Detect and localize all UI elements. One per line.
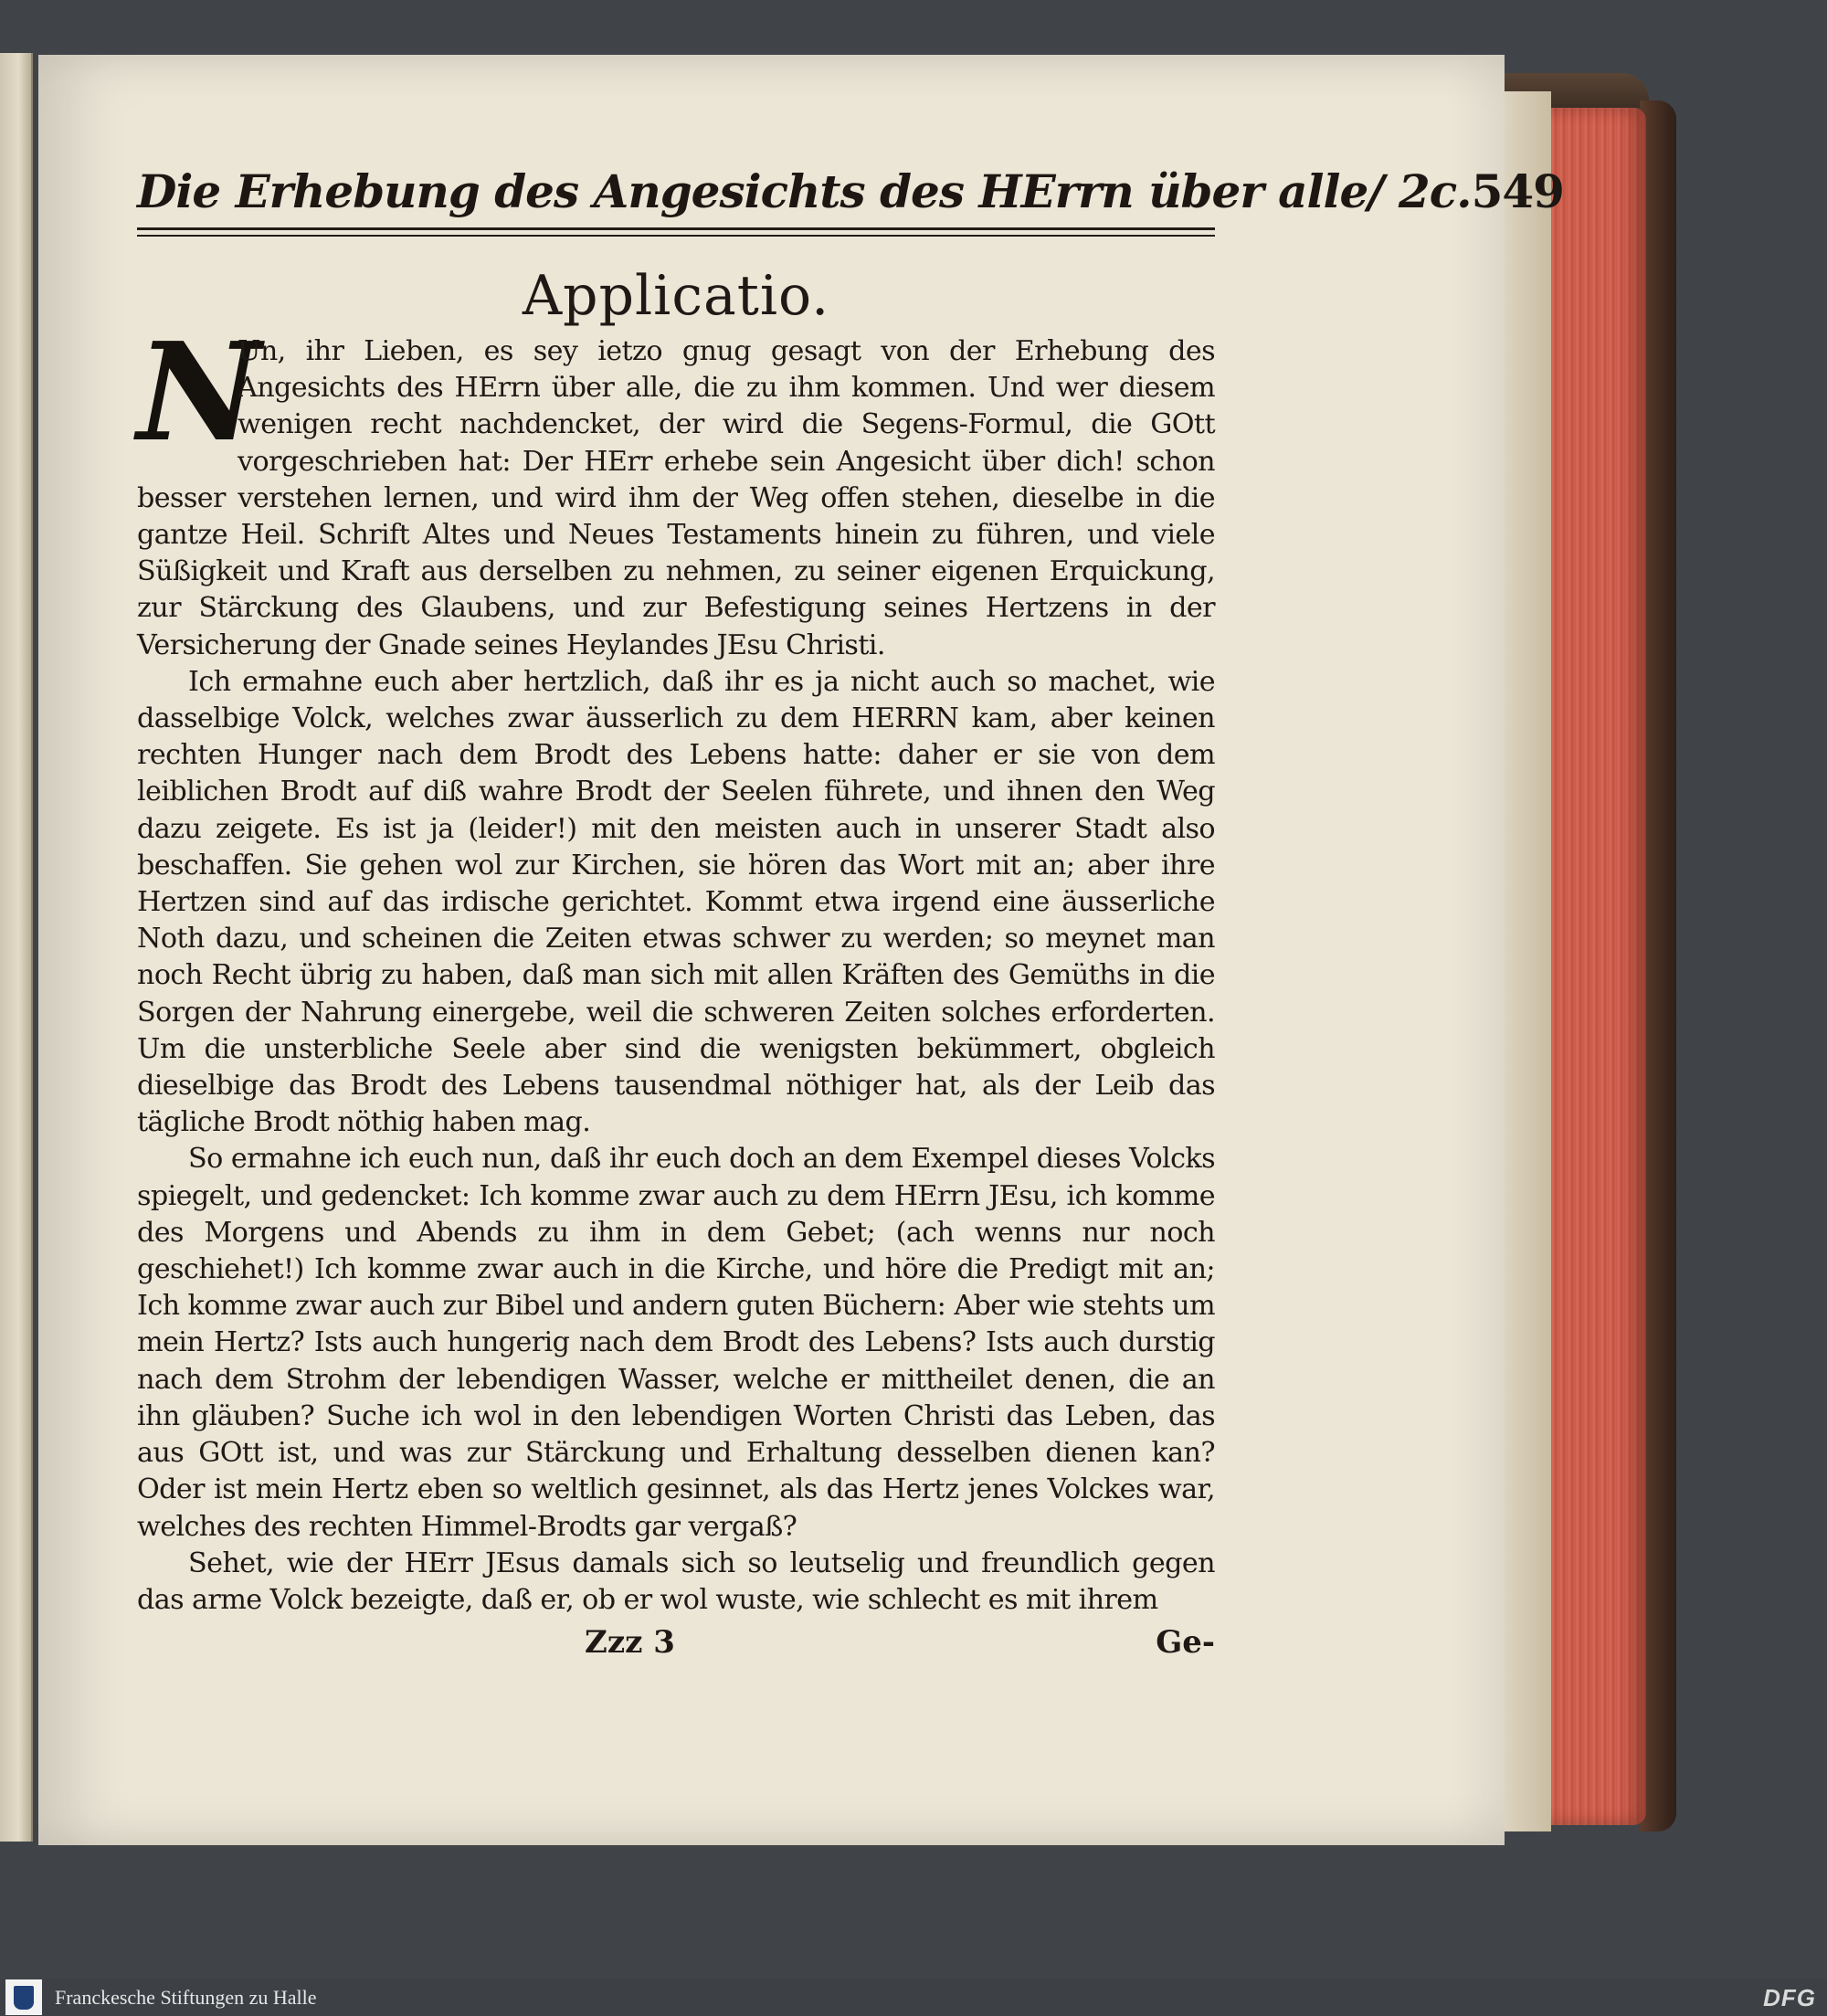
paragraph: Sehet, wie der HErr JEsus damals sich so leutselig und freundlich gegen das arme Volck bezeigte, daß er, ob er wol wuste, wie schlecht es mit ihrem xyxy=(137,1546,1215,1616)
viewer-footer-bar xyxy=(0,1979,1827,2016)
running-header-title: Die Erhebung des Angesichts des HErrn über alle/ 2c. xyxy=(137,164,1472,218)
left-page-edge xyxy=(0,53,33,1842)
running-header xyxy=(137,164,1564,218)
drop-cap: N xyxy=(137,312,260,471)
paragraph: Ich ermahne euch aber hertzlich, daß ihr es ja nicht auch so machet, wie dasselbige Volck, welches zwar äusserlich zu dem HERRN kam, aber keinen rechten Hunger nach dem Brodt des Lebens hatte: daher er sie von dem leiblichen Brodt auf diß wahre Brodt der Seelen führete, und ihnen den Weg dazu zeigete. Es ist ja (leider!) mit den meisten auch in unserer Stadt also beschaffen. Sie gehen wol zur Kirchen, sie hören das Wort mit an; aber ihre Hertzen sind auf das irdische gerichtet. Kommt etwa irgend eine äusserliche Noth dazu, und scheinen die Zeiten etwas schwer zu werden; so meynet man noch Recht übrig zu haben, daß man sich mit allen Kräften des Gemüths in die Sorgen der Nahrung einergebe, weil die schweren Zeiten solches erforderten. Um die unsterbliche Seele aber sind die wenigsten bekümmert, obgleich dieselbige das Brodt des Lebens tausendmal nöthiger hat, als der Leib das tägliche Brodt nöthig haben mag. xyxy=(137,665,1215,1139)
section-heading: Applicatio. xyxy=(522,264,830,328)
paragraph: So ermahne ich euch nun, daß ihr euch doch an dem Exempel dieses Volcks spiegelt, und gedencket: Ich komme zwar auch zu dem HErrn JEsu, ich komme des Morgens und Abends zu ihm in dem Gebet; (ach wenns nur noch geschiehet!) Ich komme zwar auch in die Kirche, und höre die Predigt mit an; Ich komme zwar auch zur Bibel und andern guten Büchern: Aber wie stehts um mein Hertz? Ists auch hungerig nach dem Brodt des Lebens? Ists auch durstig nach dem Strohm der lebendigen Wasser, welche er mittheilet denen, die an ihn gläuben? Suche ich wol in den lebendigen Worten Christi das Leben, das aus GOtt ist, und was zur Stärckung und Erhaltung desselben dienen kan? Oder ist mein Hertz eben so weltlich gesinnet, als das Hertz jenes Volckes war, welches des rechten Himmel-Brodts gar vergaß? xyxy=(137,1143,1215,1543)
page-footer xyxy=(137,1624,1215,1670)
catchword: Ge- xyxy=(1156,1624,1215,1662)
header-rule xyxy=(137,227,1215,237)
signature-mark: Zzz 3 xyxy=(585,1624,675,1662)
institution-logo-icon[interactable] xyxy=(5,1979,42,2015)
page-number: 549 xyxy=(1471,164,1564,218)
paragraph: Un, ihr Lieben, es sey ietzo gnug gesagt von der Erhebung des Angesichts des HErrn über alle, die zu ihm kommen. Und wer diesem wenigen recht nachdencket, der wird die Segens-Formul, die GOtt vorgeschrieben hat: Der HErr erhebe sein Angesicht über dich! schon besser verstehen lernen, und wird ihm der Weg offen stehen, dieselbe in die gantze Heil. Schrift Altes und Neues Testaments hinein zu führen, und viele Süßigkeit und Kraft aus derselben zu nehmen, zu seiner eigenen Erquickung, zur Stärckung des Glaubens, und zur Befestigung seines Hertzens in der Versicherung der Gnade seines Heylandes JEsu Christi. xyxy=(137,335,1215,661)
dfg-logo[interactable]: DFG xyxy=(1763,1984,1816,2011)
institution-name[interactable]: Franckesche Stiftungen zu Halle xyxy=(55,1985,317,2009)
page-content xyxy=(137,164,1564,1670)
body-text xyxy=(137,312,1215,1619)
